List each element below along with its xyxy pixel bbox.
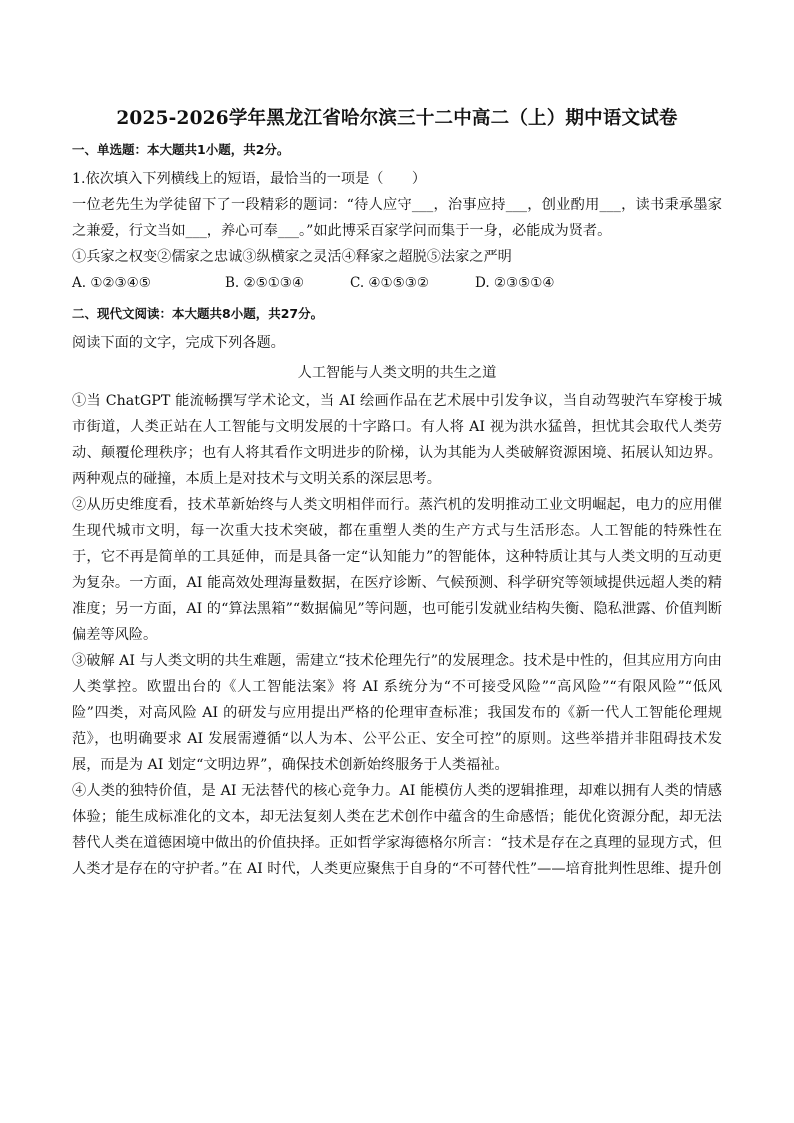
article-paragraph-4: ④人类的独特价值，是 AI 无法替代的核心竞争力。AI 能模仿人类的逻辑推理，却难以拥有人类的情感体验；能生成标准化的文本，却无法复刻人类在艺术创作中蕴含的生命感悟；能优化资源分配，却无法替代人类在道德困境中做出的价值抉择。正如哲学家海德格尔所言：“技术是存在之真理的显现方式，但人类才是存在的守护者。”在 AI 时代，人类更应聚焦于自身的“不可替代性”——培育批判性思维、提升创 [72,783,722,877]
reading-instruction: 阅读下面的文字，完成下列各题。 [72,335,285,351]
question-1-options [72,270,722,296]
section-1-desc: 本大题共1小题，共2分。 [147,142,290,157]
article-paragraph-2: ②从历史维度看，技术革新始终与人类文明相伴而行。蒸汽机的发明推动工业文明崛起，电力的应用催生现代城市文明，每一次重大技术突破，都在重塑人类的生产方式与生活形态。人工智能的特殊性在于，它不再是简单的工具延伸，而是具备一定“认知能力”的智能体，这种特质让其与人类文明的互动更为复杂。一方面，AI 能高效处理海量数据，在医疗诊断、气候预测、科学研究等领域提供远超人类的精准度；另一方面，AI 的“算法黑箱”“数据偏见”等问题，也可能引发就业结构失衡、隐私泄露、价值判断偏差等风险。 [72,497,722,643]
section-2-label: 二、现代文阅读： [72,306,173,321]
section-2-desc: 本大题共8小题，共27分。 [172,306,324,321]
option-d[interactable]: D. ②③⑤①④ [475,275,555,291]
section-1-heading [72,140,722,158]
question-1-passage: 一位老先生为学徒留下了一段精彩的题词：“待人应守___，治事应持___，创业酌用___，读书秉承墨家之兼爱，行文当如___，养心可奉___。”如此博采百家学问而集于一身，必能成为贤者。 [72,197,722,239]
section-2-heading [72,304,722,322]
article-title: 人工智能与人类文明的共生之道 [297,365,497,381]
article-paragraph-1: ①当 ChatGPT 能流畅撰写学术论文，当 AI 绘画作品在艺术展中引发争议，当自动驾驶汽车穿梭于城市街道，人类正站在人工智能与文明发展的十字路口。有人将 AI 视为洪水猛兽，担忧其会取代人类劳动、颠覆伦理秩序；也有人将其看作文明进步的阶梯，认为其能为人类破解资源困境、拓展认知边界。两种观点的碰撞，本质上是对技术与文明关系的深层思考。 [72,393,722,487]
exam-page [72,104,722,882]
article-paragraph-3: ③破解 AI 与人类文明的共生难题，需建立“技术伦理先行”的发展理念。技术是中性的，但其应用方向由人类掌控。欧盟出台的《人工智能法案》将 AI 系统分为“不可接受风险”“高风险”“有限风险”“低风险”四类，对高风险 AI 的研发与应用提出严格的伦理审查标准；我国发布的《新一代人工智能伦理规范》，也明确要求 AI 发展需遵循“以人为本、公平公正、安全可控”的原则。这些举措并非阻碍技术发展，而是为 AI 划定“文明边界”，确保技术创新始终服务于人类福祉。 [72,653,722,773]
option-c[interactable]: C. ④①⑤③② [350,275,429,291]
option-a[interactable]: A. ①②③④⑤ [72,275,151,291]
section-1-label: 一、单选题： [72,142,148,157]
exam-title: 2025-2026学年黑龙江省哈尔滨三十二中高二（上）期中语文试卷 [116,108,678,129]
option-b[interactable]: B. ②⑤①③④ [225,275,305,291]
question-1-stem: 1.依次填入下列横线上的短语，最恰当的一项是（ ） [72,171,427,187]
question-1-choices: ①兵家之权变②儒家之忠诚③纵横家之灵活④释家之超脱⑤法家之严明 [72,249,512,265]
